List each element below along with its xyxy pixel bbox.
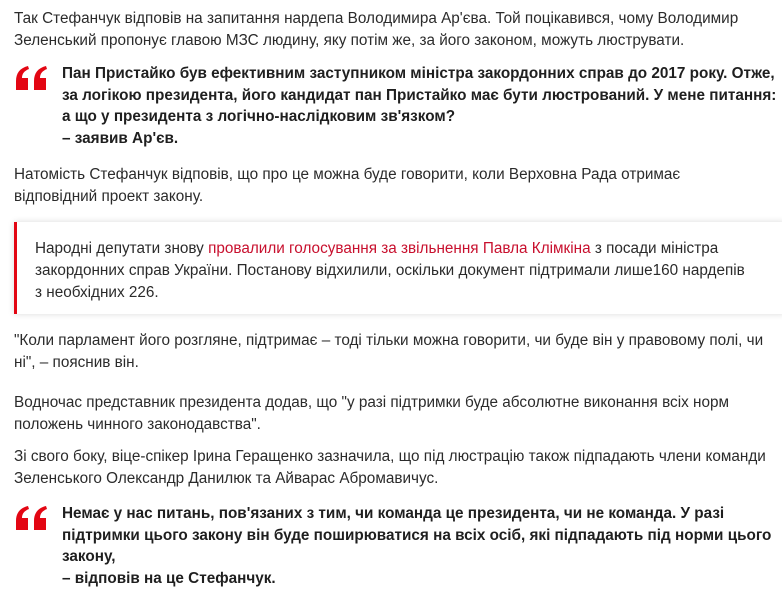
paragraph-response: Натомість Стефанчук відповів, що про це можна буде говорити, коли Верховна Рада отримає відповідний проект закону. [14, 166, 681, 205]
quote-icon [14, 505, 50, 531]
klimkin-vote-link[interactable]: провалили голосування за звільнення Павла Клімкіна [208, 240, 591, 257]
blockquote-aryev [14, 63, 780, 153]
quote-attribution: – заявив Ар'єв. [62, 129, 179, 147]
blockquote-stefanchuk [14, 503, 780, 599]
paragraph-gerashchenko: Зі свого боку, віце-спікер Ірина Геращенко зазначила, що під люстрацію також підпадають члени команди Зеленського Олександр Данилюк та Айварас Абромавичус. [14, 448, 766, 487]
quote-body: Немає у нас питань, пов'язаних з тим, чи команда це президента, чи не команда. У разі підтримки цього закону він буде поширюватися на всіх осіб, які підпадають під норми цього закону, [62, 505, 772, 565]
paragraph-intro: Так Стефанчук відповів на запитання нардепа Володимира Ар'єва. Той поцікавився, чому Володимир Зеленський пропонує главою МЗС людину, яку потім же, за його законом, можуть люструвати. [14, 10, 739, 49]
paragraph-representative: Водночас представник президента додав, що "у разі підтримки буде абсолютне виконання всіх норм положень чинного законодавства". [14, 394, 729, 433]
callout-text-after: з посади міністра закордонних справ України. Постанову відхилили, оскільки документ підтримали лише160 нардепів з необхідних 226. [35, 240, 745, 301]
quote-text [62, 503, 782, 589]
quote-body: Пан Пристайко був ефективним заступником міністра закордонних справ до 2017 року. Отже, за логікою президента, його кандидат пан Пристайко має бути люстрований. У мене питання: а що у президента з логічно-наслідковим зв'язком? [62, 65, 777, 125]
quote-icon [14, 65, 50, 91]
callout-text-before: Народні депутати знову [35, 240, 209, 257]
quote-attribution: – відповів на це Стефанчук. [62, 569, 276, 587]
paragraph-quote-parliament: "Коли парламент його розгляне, підтримає – тоді тільки можна говорити, чи буде він у правовому полі, чи ні", – пояснив він. [14, 332, 764, 371]
quote-text [62, 63, 782, 149]
callout-text [35, 238, 755, 304]
related-news-callout [14, 222, 782, 314]
